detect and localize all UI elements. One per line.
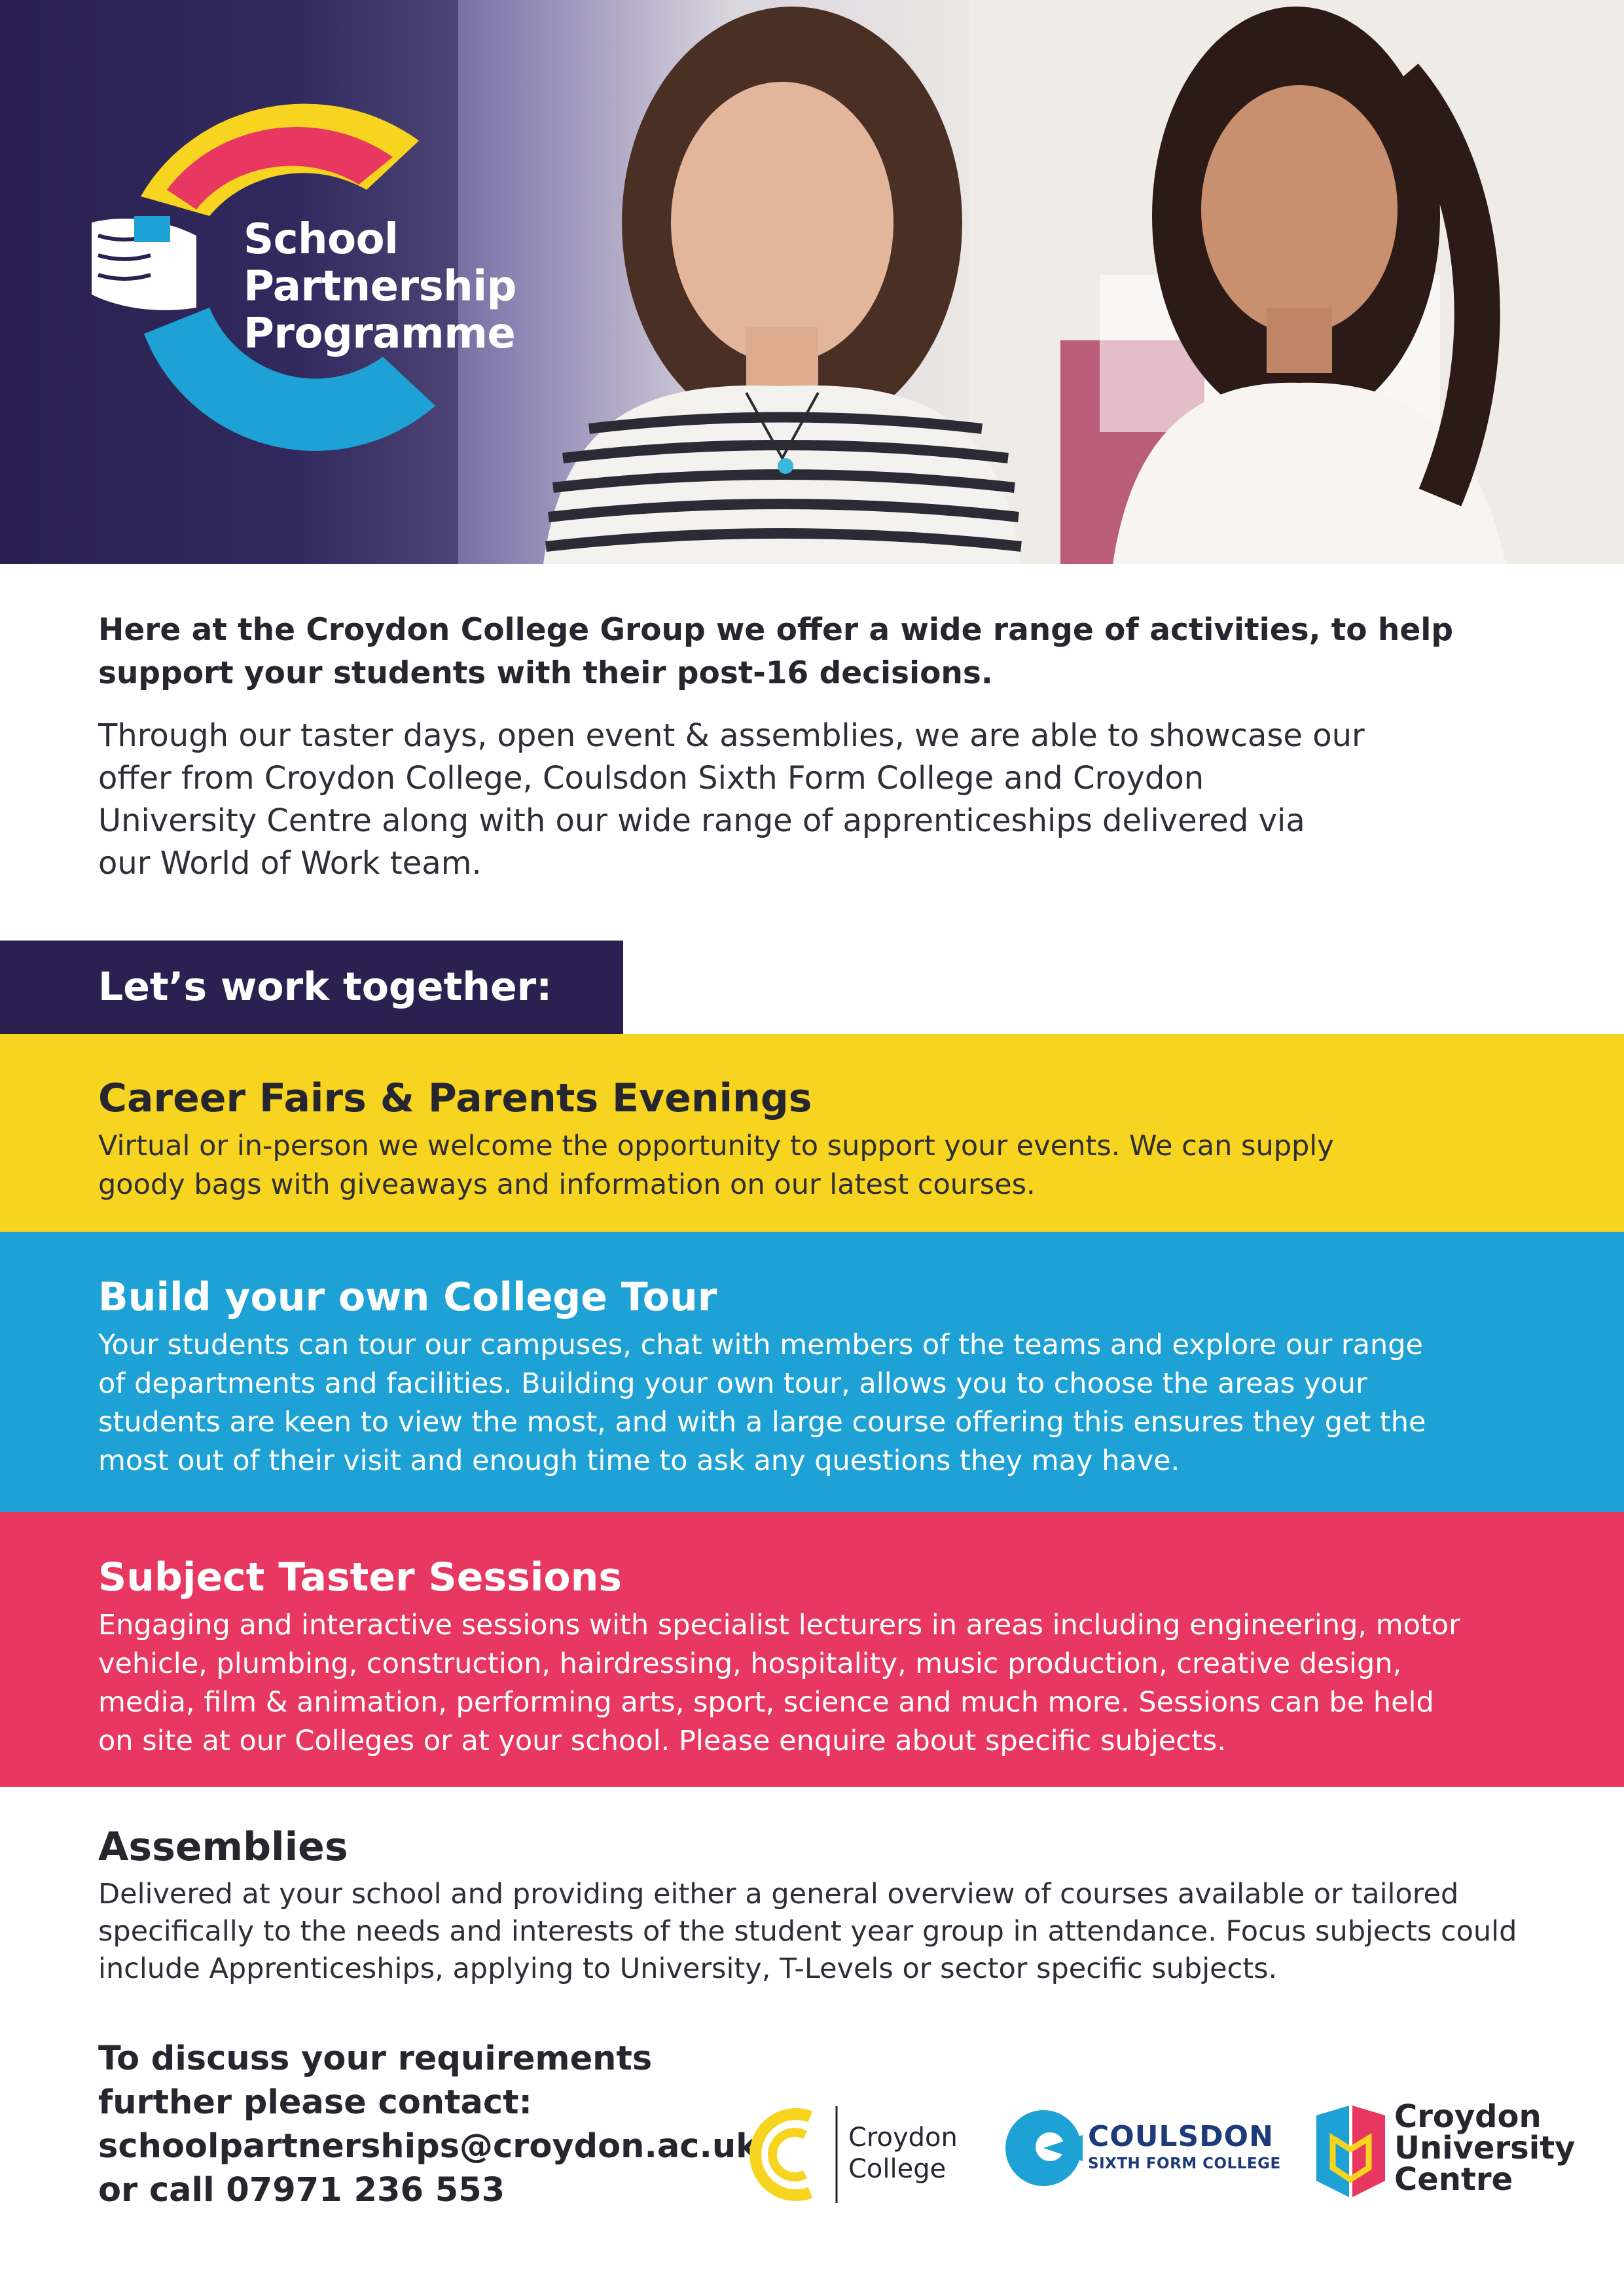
- assemblies-body-line: include Apprenticeships, applying to University, T-Levels or sector specific subjects.: [98, 1952, 1278, 1985]
- coulsdon-logo-name: COULSDON: [1088, 2120, 1274, 2153]
- coulsdon-logo-subtitle: SIXTH FORM COLLEGE: [1088, 2155, 1281, 2172]
- logo-line: Partnership: [244, 262, 516, 311]
- tour-body-line: Your students can tour our campuses, chat with members of the teams and explore our range: [98, 1329, 1423, 1361]
- intro-body-line: our World of Work team.: [98, 845, 482, 882]
- assemblies-section-body: [98, 1876, 1538, 1988]
- career-body-line: goody bags with giveaways and information on our latest courses.: [98, 1168, 1036, 1201]
- tour-body-line: students are keen to view the most, and with a large course offering this ensures they get the: [98, 1406, 1426, 1439]
- intro-body-line: University Centre along with our wide range of apprenticeships delivered via: [98, 802, 1305, 839]
- taster-body-line: on site at our Colleges or at your school. Please enquire about specific subjects.: [98, 1725, 1227, 1757]
- career-section-title: Career Fairs & Parents Evenings: [98, 1075, 812, 1121]
- intro-lead: [98, 609, 1538, 695]
- taster-body-line: vehicle, plumbing, construction, hairdressing, hospitality, music production, creative design,: [98, 1647, 1402, 1680]
- croydon-university-line: Croydon: [1394, 2098, 1542, 2135]
- coulsdon-logo-icon: [1004, 2109, 1083, 2187]
- croydon-university-logo-text: [1394, 2098, 1576, 2198]
- contact-phone[interactable]: or call 07971 236 553: [98, 2171, 505, 2210]
- assemblies-body-line: specifically to the needs and interests of the student year group in attendance. Focus subjects could: [98, 1915, 1517, 1948]
- croydon-college-c-icon: [755, 2114, 810, 2195]
- croydon-university-line: University: [1394, 2130, 1576, 2166]
- lets-work-title: Let’s work together:: [98, 964, 552, 1010]
- croydon-college-logo-text: [848, 2122, 958, 2185]
- taster-body-line: Engaging and interactive sessions with specialist lecturers in areas including engineering, motor: [98, 1609, 1460, 1641]
- contact-email-link[interactable]: schoolpartnerships@croydon.ac.uk: [98, 2127, 759, 2166]
- assemblies-body-line: Delivered at your school and providing either a general overview of courses available or tailored: [98, 1878, 1459, 1910]
- handshake-icon: [92, 216, 196, 310]
- tour-section-title: Build your own College Tour: [98, 1274, 717, 1320]
- tour-body-line: most out of their visit and enough time to ask any questions they may have.: [98, 1444, 1180, 1477]
- intro-lead-line: support your students with their post-16 decisions.: [98, 655, 993, 691]
- intro-body-line: Through our taster days, open event & assemblies, we are able to showcase our: [98, 717, 1365, 754]
- croydon-university-line: Centre: [1394, 2161, 1513, 2198]
- tour-body-line: of departments and facilities. Building your own tour, allows you to choose the areas your: [98, 1367, 1367, 1400]
- croydon-university-shield-icon: [1313, 2102, 1388, 2200]
- contact-line: further please contact:: [98, 2083, 532, 2122]
- career-section-body: [98, 1127, 1538, 1204]
- contact-block: [98, 2037, 759, 2212]
- intro-body-line: offer from Croydon College, Coulsdon Sixth Form College and Croydon: [98, 760, 1204, 797]
- taster-section-body: [98, 1606, 1538, 1761]
- assemblies-section-title: Assemblies: [98, 1824, 348, 1870]
- intro-body: [98, 715, 1538, 885]
- career-body-line: Virtual or in-person we welcome the opportunity to support your events. We can supply: [98, 1130, 1334, 1162]
- intro-lead-line: Here at the Croydon College Group we offer a wide range of activities, to help: [98, 612, 1453, 648]
- logo-line: Programme: [244, 310, 516, 358]
- taster-body-line: media, film & animation, performing arts, sport, science and much more. Sessions can be held: [98, 1686, 1434, 1719]
- logo-line: School: [244, 215, 399, 264]
- programme-logo-text: [244, 216, 516, 357]
- croydon-college-line: Croydon: [848, 2123, 958, 2153]
- hero-banner: [0, 0, 1624, 564]
- croydon-college-line: College: [848, 2154, 947, 2184]
- contact-line: To discuss your requirements: [98, 2039, 653, 2078]
- taster-section-title: Subject Taster Sessions: [98, 1554, 623, 1600]
- tour-section-body: [98, 1326, 1538, 1480]
